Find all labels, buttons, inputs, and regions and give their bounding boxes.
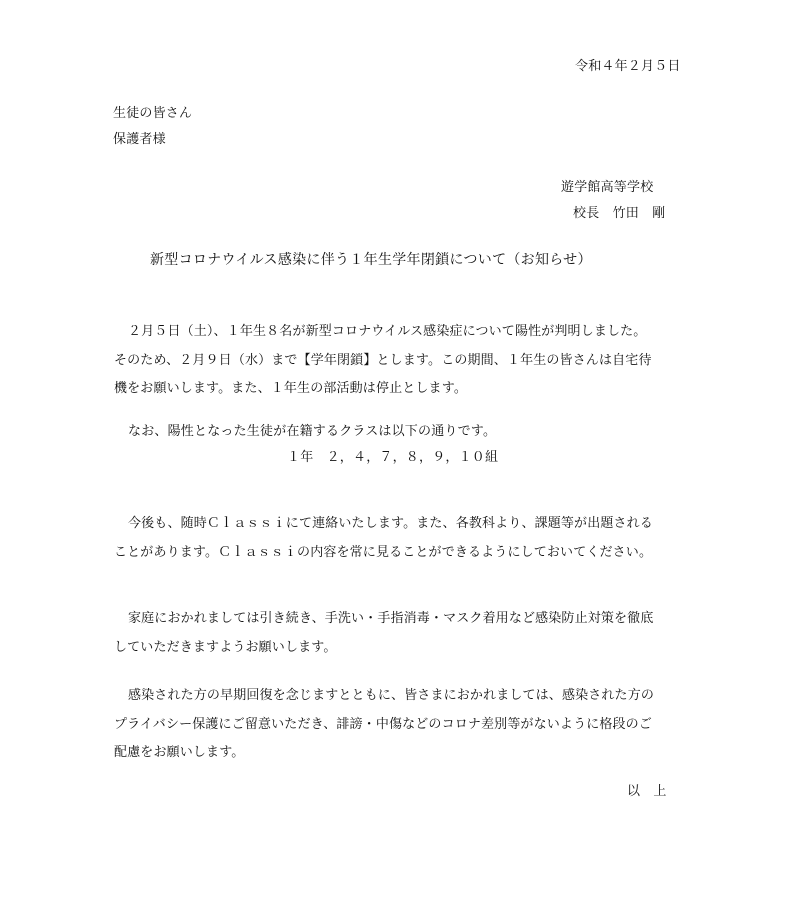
paragraph-line: 感染された方の早期回復を念じますとともに、皆さまにおかれましては、感染された方の	[128, 688, 655, 703]
paragraph-line: していただきますようお願いします。	[114, 639, 337, 655]
closing-mark: 以 上	[627, 784, 667, 799]
paragraph-classi-notice	[114, 510, 694, 567]
principal-name: 校長 竹田 剛	[573, 206, 666, 221]
paragraph-classes-intro: なお、陽性となった生徒が在籍するクラスは以下の通りです。	[128, 424, 497, 439]
paragraph-line: ２月５日（土）、１年生８名が新型コロナウイルス感染症について陽性が判明しました。	[128, 324, 647, 339]
page-title: 新型コロナウイルス感染に伴う１年生学年閉鎖について（お知らせ）	[150, 252, 592, 268]
recipient-students: 生徒の皆さん	[113, 106, 193, 121]
paragraph-line: そのため、２月９日（水）まで【学年閉鎖】とします。この期間、１年生の皆さんは自宅待	[114, 352, 652, 368]
paragraph-line: ことがあります。Ｃｌａｓｓｉの内容を常に見ることができるようにしておいてください。	[114, 544, 653, 560]
school-name: 遊学館高等学校	[561, 180, 654, 195]
document-date: 令和４年２月５日	[575, 59, 681, 74]
recipient-guardians: 保護者様	[113, 132, 166, 147]
paragraph-privacy	[114, 682, 694, 768]
paragraph-line: 家庭におかれましては引き続き、手洗い・手指消毒・マスク着用など感染防止対策を徹底	[128, 611, 654, 626]
paragraph-line: プライバシー保護にご留意いただき、誹謗・中傷などのコロナ差別等がないように格段のご	[114, 716, 652, 732]
paragraph-prevention	[114, 605, 694, 662]
affected-classes: １年 ２，４，７，８，９，１０組	[287, 450, 499, 465]
paragraph-line: 今後も、随時Ｃｌａｓｓｉにて連絡いたします。また、各教科より、課題等が出題される	[128, 516, 653, 531]
paragraph-line: 配慮をお願いします。	[114, 745, 245, 760]
paragraph-line: 機をお願いします。また、１年生の部活動は停止とします。	[114, 381, 467, 396]
paragraph-closure-notice	[114, 318, 694, 404]
